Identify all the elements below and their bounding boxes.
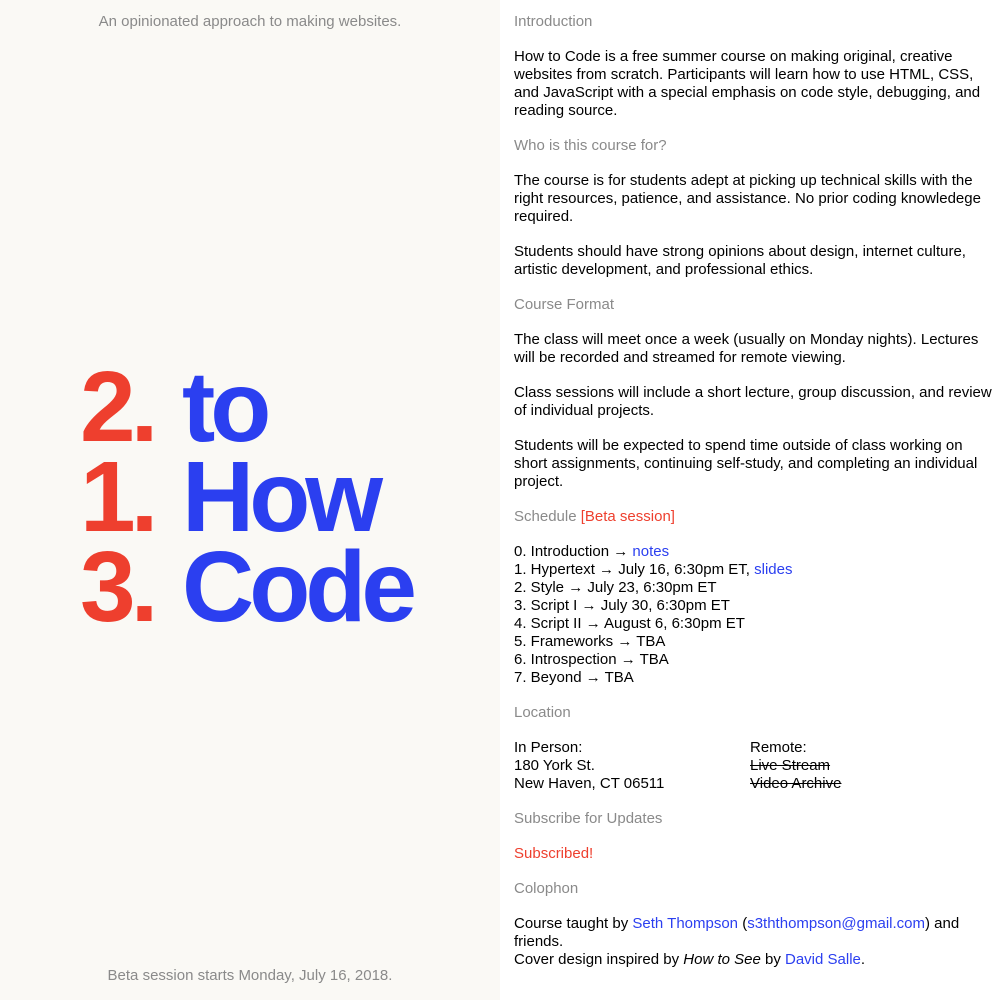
colophon-text: Cover design inspired by bbox=[514, 951, 684, 968]
schedule-item-text: 0. Introduction → bbox=[514, 543, 633, 560]
schedule-item bbox=[514, 561, 994, 579]
live-stream-link: Live Stream bbox=[750, 757, 831, 774]
audience-paragraph-2: Students should have strong opinions about design, internet culture, artistic development, and professional ethics. bbox=[514, 243, 966, 278]
remote-column bbox=[750, 739, 986, 793]
hero-row bbox=[80, 531, 412, 643]
schedule-list bbox=[514, 543, 994, 687]
section-heading-schedule bbox=[514, 508, 994, 526]
address-line-2: New Haven, CT 06511 bbox=[514, 775, 665, 792]
colophon-line-2 bbox=[514, 951, 994, 969]
beta-session-badge: [Beta session] bbox=[580, 508, 675, 525]
schedule-item-text: 7. Beyond → TBA bbox=[514, 669, 634, 686]
hero-title bbox=[80, 351, 412, 643]
in-person-column bbox=[514, 739, 750, 793]
tagline: An opinionated approach to making websites. bbox=[98, 13, 402, 30]
section-heading-subscribe: Subscribe for Updates bbox=[514, 810, 663, 827]
hero-word: to bbox=[182, 351, 267, 463]
email-link[interactable]: s3ththompson@gmail.com bbox=[747, 915, 926, 932]
schedule-item-text: 3. Script I → July 30, 6:30pm ET bbox=[514, 597, 730, 614]
hero-number: 3. bbox=[80, 531, 154, 643]
subscribe-status: Subscribed! bbox=[514, 845, 594, 862]
colophon-text: . bbox=[860, 951, 866, 968]
notes-link[interactable]: notes bbox=[632, 543, 670, 560]
session-start-note: Beta session starts Monday, July 16, 2018. bbox=[107, 967, 393, 984]
section-heading-introduction: Introduction bbox=[514, 13, 593, 30]
colophon-line-1 bbox=[514, 915, 994, 951]
schedule-item-text: 6. Introspection → TBA bbox=[514, 651, 669, 668]
hero-word: How bbox=[182, 441, 379, 553]
schedule-item bbox=[514, 597, 994, 615]
schedule-heading-label: Schedule bbox=[514, 508, 577, 525]
colophon-text: by bbox=[760, 951, 785, 968]
slides-link[interactable]: slides bbox=[754, 561, 793, 578]
artist-link[interactable]: David Salle bbox=[785, 951, 861, 968]
video-archive-link: Video Archive bbox=[750, 775, 842, 792]
schedule-item-text: 2. Style → July 23, 6:30pm ET bbox=[514, 579, 717, 596]
book-title: How to See bbox=[683, 951, 761, 968]
section-heading-format: Course Format bbox=[514, 296, 615, 313]
location-block bbox=[514, 739, 994, 793]
schedule-item-text: 1. Hypertext → July 16, 6:30pm ET, bbox=[514, 561, 755, 578]
section-heading-location: Location bbox=[514, 704, 571, 721]
section-heading-audience: Who is this course for? bbox=[514, 137, 667, 154]
schedule-item bbox=[514, 579, 994, 597]
colophon-text: ) and friends. bbox=[514, 915, 960, 950]
schedule-item-text: 4. Script II → August 6, 6:30pm ET bbox=[514, 615, 745, 632]
hero-number: 2. bbox=[80, 351, 154, 463]
colophon-text: ( bbox=[738, 915, 748, 932]
in-person-label: In Person: bbox=[514, 739, 583, 756]
section-heading-colophon: Colophon bbox=[514, 880, 579, 897]
format-paragraph-2: Class sessions will include a short lecture, group discussion, and review of individual projects. bbox=[514, 384, 992, 419]
schedule-item bbox=[514, 615, 994, 633]
schedule-item-text: 5. Frameworks → TBA bbox=[514, 633, 666, 650]
schedule-item bbox=[514, 669, 994, 687]
remote-label: Remote: bbox=[750, 739, 807, 756]
audience-paragraph-1: The course is for students adept at picking up technical skills with the right resources, patience, and assistance. No prior coding knowledege required. bbox=[514, 172, 981, 225]
schedule-item bbox=[514, 633, 994, 651]
format-paragraph-1: The class will meet once a week (usually on Monday nights). Lectures will be recorded and streamed for remote viewing. bbox=[514, 331, 979, 366]
schedule-item bbox=[514, 543, 994, 561]
author-link[interactable]: Seth Thompson bbox=[632, 915, 739, 932]
content-column bbox=[514, 13, 994, 969]
colophon-text: Course taught by bbox=[514, 915, 633, 932]
schedule-item bbox=[514, 651, 994, 669]
address-line-1: 180 York St. bbox=[514, 757, 595, 774]
hero-row bbox=[80, 351, 412, 463]
format-paragraph-3: Students will be expected to spend time outside of class working on short assignments, continuing self-study, and completing an individual project. bbox=[514, 437, 978, 490]
hero-row bbox=[80, 441, 412, 553]
hero-number: 1. bbox=[80, 441, 154, 553]
intro-paragraph: How to Code is a free summer course on making original, creative websites from scratch. Participants will learn how to use HTML, CSS, and JavaScript with a special emphasis on code style, debugging, and reading source. bbox=[514, 48, 981, 119]
hero-word: Code bbox=[182, 531, 412, 643]
